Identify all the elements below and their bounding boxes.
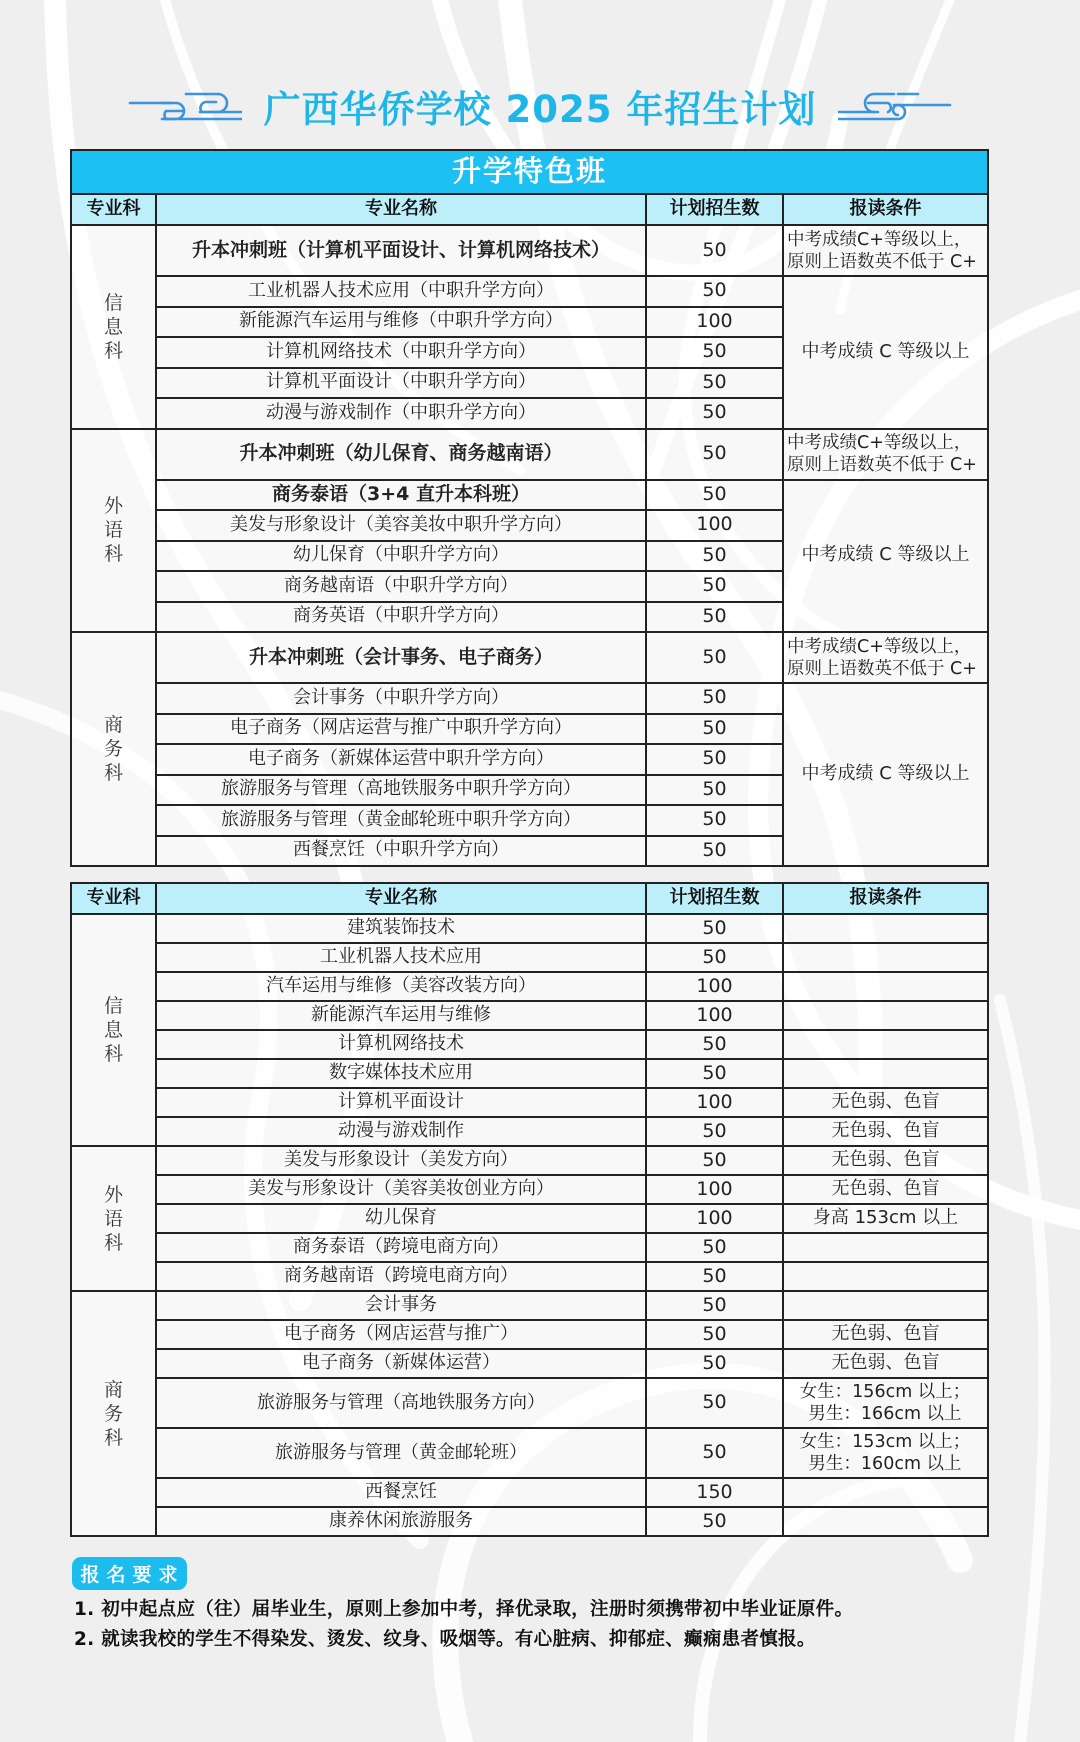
major-name: 汽车运用与维修（美容改装方向） (156, 972, 646, 1001)
major-name: 新能源汽车运用与维修 (156, 1001, 646, 1030)
condition-cell: 身高 153cm 以上 (783, 1204, 988, 1233)
enroll-count: 50 (646, 337, 783, 368)
enroll-count: 50 (646, 1428, 783, 1478)
enroll-count: 50 (646, 1320, 783, 1349)
major-name: 康养休闲旅游服务 (156, 1507, 646, 1536)
dept-cell-info: 信 息 科 (71, 225, 156, 429)
condition-cell: 女生：153cm 以上； 男生：160cm 以上 (783, 1428, 988, 1478)
table-row (71, 1059, 988, 1088)
enroll-count: 100 (646, 1175, 783, 1204)
enroll-count: 100 (646, 510, 783, 541)
col-header-dept: 专业科 (71, 194, 156, 225)
major-name: 新能源汽车运用与维修（中职升学方向） (156, 307, 646, 338)
condition-cell-merged: 中考成绩 C 等级以上 (783, 683, 988, 866)
enroll-count: 50 (646, 1291, 783, 1320)
table-row (71, 1291, 988, 1320)
condition-cell (783, 1233, 988, 1262)
table-row (71, 1175, 988, 1204)
major-name: 计算机网络技术 (156, 1030, 646, 1059)
col-header-dept: 专业科 (71, 883, 156, 914)
major-name: 工业机器人技术应用 (156, 943, 646, 972)
table-row (71, 480, 988, 511)
enroll-count: 50 (646, 805, 783, 836)
cloud-scroll-left-icon (122, 88, 242, 124)
condition-cell: 无色弱、色盲 (783, 1088, 988, 1117)
dept-cell-business: 商 务 科 (71, 632, 156, 866)
condition-cell: 无色弱、色盲 (783, 1117, 988, 1146)
table-row (71, 1262, 988, 1291)
major-name: 幼儿保育 (156, 1204, 646, 1233)
major-name: 美发与形象设计（美容美妆中职升学方向） (156, 510, 646, 541)
major-name: 电子商务（网店运营与推广中职升学方向） (156, 714, 646, 745)
major-name: 旅游服务与管理（高地铁服务中职升学方向） (156, 775, 646, 806)
dept-cell-info: 信 息 科 (71, 914, 156, 1146)
col-header-count: 计划招生数 (646, 883, 783, 914)
table-row (71, 225, 988, 276)
major-name: 西餐烹饪（中职升学方向） (156, 836, 646, 867)
enroll-count: 100 (646, 1088, 783, 1117)
major-name: 升本冲刺班（幼儿保育、商务越南语） (156, 429, 646, 480)
requirements-badge: 报名要求 (72, 1557, 187, 1590)
enroll-count: 50 (646, 836, 783, 867)
table-row (71, 1507, 988, 1536)
col-header-major: 专业名称 (156, 883, 646, 914)
major-name: 美发与形象设计（美容美妆创业方向） (156, 1175, 646, 1204)
table-row (71, 429, 988, 480)
enroll-count: 50 (646, 571, 783, 602)
major-name: 电子商务（网店运营与推广） (156, 1320, 646, 1349)
major-name: 动漫与游戏制作 (156, 1117, 646, 1146)
major-name: 旅游服务与管理（黄金邮轮班中职升学方向） (156, 805, 646, 836)
requirement-item: 1. 初中起点应（往）届毕业生，原则上参加中考，择优录取，注册时须携带初中毕业证原件。 (74, 1599, 854, 1620)
condition-cell: 无色弱、色盲 (783, 1320, 988, 1349)
major-name: 建筑装饰技术 (156, 914, 646, 943)
major-name: 商务泰语（跨境电商方向） (156, 1233, 646, 1262)
enroll-count: 50 (646, 602, 783, 633)
enroll-count: 50 (646, 744, 783, 775)
major-name: 商务越南语（跨境电商方向） (156, 1262, 646, 1291)
enroll-count: 50 (646, 1378, 783, 1428)
major-name: 旅游服务与管理（高地铁服务方向） (156, 1378, 646, 1428)
major-name: 计算机平面设计（中职升学方向） (156, 368, 646, 399)
table-row (71, 1428, 988, 1478)
major-name: 动漫与游戏制作（中职升学方向） (156, 398, 646, 429)
col-header-condition: 报读条件 (783, 883, 988, 914)
condition-cell: 无色弱、色盲 (783, 1175, 988, 1204)
table-row (71, 1030, 988, 1059)
advanced-class-table (70, 149, 989, 867)
enroll-count: 50 (646, 1349, 783, 1378)
condition-cell (783, 914, 988, 943)
cloud-scroll-right-icon (838, 88, 958, 124)
regular-class-table (70, 882, 989, 1537)
enroll-count: 50 (646, 541, 783, 572)
major-name: 计算机平面设计 (156, 1088, 646, 1117)
page-header (0, 78, 1080, 134)
table-row (71, 1117, 988, 1146)
enroll-count: 50 (646, 1507, 783, 1536)
condition-cell (783, 1059, 988, 1088)
enroll-count: 100 (646, 972, 783, 1001)
page-title: 广西华侨学校 2025 年招生计划 (263, 88, 817, 131)
major-name: 会计事务 (156, 1291, 646, 1320)
col-header-count: 计划招生数 (646, 194, 783, 225)
table-row (71, 1146, 988, 1175)
enroll-count: 50 (646, 1030, 783, 1059)
table-row (71, 1233, 988, 1262)
enroll-count: 50 (646, 1146, 783, 1175)
table-row (71, 632, 988, 683)
condition-cell: 无色弱、色盲 (783, 1349, 988, 1378)
enroll-count: 50 (646, 368, 783, 399)
table-row (71, 1204, 988, 1233)
condition-cell (783, 972, 988, 1001)
enroll-count: 50 (646, 943, 783, 972)
condition-cell (783, 1478, 988, 1507)
enroll-count: 50 (646, 683, 783, 714)
table-row (71, 1478, 988, 1507)
requirement-item: 2. 就读我校的学生不得染发、烫发、纹身、吸烟等。有心脏病、抑郁症、癫痫患者慎报。 (74, 1629, 816, 1650)
major-name: 商务泰语（3+4 直升本科班） (156, 480, 646, 511)
major-name: 幼儿保育（中职升学方向） (156, 541, 646, 572)
enroll-count: 50 (646, 632, 783, 683)
major-name: 升本冲刺班（会计事务、电子商务） (156, 632, 646, 683)
condition-cell: 无色弱、色盲 (783, 1146, 988, 1175)
condition-cell (783, 1262, 988, 1291)
table-row (71, 1378, 988, 1428)
dept-cell-business: 商 务 科 (71, 1291, 156, 1536)
condition-cell (783, 1001, 988, 1030)
condition-cell: 中考成绩C+等级以上， 原则上语数英不低于 C+ (783, 632, 988, 683)
dept-cell-foreign-language: 外 语 科 (71, 1146, 156, 1291)
condition-cell: 女生：156cm 以上； 男生：166cm 以上 (783, 1378, 988, 1428)
enroll-count: 50 (646, 480, 783, 511)
condition-cell (783, 943, 988, 972)
enroll-count: 50 (646, 225, 783, 276)
major-name: 计算机网络技术（中职升学方向） (156, 337, 646, 368)
condition-cell (783, 1507, 988, 1536)
enroll-count: 100 (646, 1204, 783, 1233)
enroll-count: 50 (646, 1262, 783, 1291)
enroll-count: 50 (646, 914, 783, 943)
table-row (71, 943, 988, 972)
enroll-count: 50 (646, 1117, 783, 1146)
major-name: 旅游服务与管理（黄金邮轮班） (156, 1428, 646, 1478)
major-name: 电子商务（新媒体运营） (156, 1349, 646, 1378)
col-header-condition: 报读条件 (783, 194, 988, 225)
enroll-count: 100 (646, 307, 783, 338)
dept-cell-foreign-language: 外 语 科 (71, 429, 156, 633)
enroll-count: 50 (646, 775, 783, 806)
major-name: 西餐烹饪 (156, 1478, 646, 1507)
major-name: 美发与形象设计（美发方向） (156, 1146, 646, 1175)
major-name: 升本冲刺班（计算机平面设计、计算机网络技术） (156, 225, 646, 276)
major-name: 商务英语（中职升学方向） (156, 602, 646, 633)
table-row (71, 1088, 988, 1117)
major-name: 商务越南语（中职升学方向） (156, 571, 646, 602)
enroll-count: 50 (646, 398, 783, 429)
condition-cell-merged: 中考成绩 C 等级以上 (783, 480, 988, 633)
enroll-count: 50 (646, 276, 783, 307)
table-band-title: 升学特色班 (71, 150, 988, 194)
table-row (71, 914, 988, 943)
major-name: 电子商务（新媒体运营中职升学方向） (156, 744, 646, 775)
enroll-count: 50 (646, 1233, 783, 1262)
condition-cell (783, 1291, 988, 1320)
major-name: 数字媒体技术应用 (156, 1059, 646, 1088)
enroll-count: 100 (646, 1001, 783, 1030)
table-row (71, 683, 988, 714)
condition-cell (783, 1030, 988, 1059)
enroll-count: 50 (646, 714, 783, 745)
condition-cell-merged: 中考成绩 C 等级以上 (783, 276, 988, 429)
enroll-count: 150 (646, 1478, 783, 1507)
table-row (71, 1001, 988, 1030)
condition-cell: 中考成绩C+等级以上， 原则上语数英不低于 C+ (783, 225, 988, 276)
major-name: 会计事务（中职升学方向） (156, 683, 646, 714)
major-name: 工业机器人技术应用（中职升学方向） (156, 276, 646, 307)
condition-cell: 中考成绩C+等级以上， 原则上语数英不低于 C+ (783, 429, 988, 480)
enroll-count: 50 (646, 429, 783, 480)
table-row (71, 1349, 988, 1378)
table-row (71, 276, 988, 307)
requirements-list (74, 1595, 853, 1655)
col-header-major: 专业名称 (156, 194, 646, 225)
table-row (71, 1320, 988, 1349)
enroll-count: 50 (646, 1059, 783, 1088)
table-row (71, 972, 988, 1001)
